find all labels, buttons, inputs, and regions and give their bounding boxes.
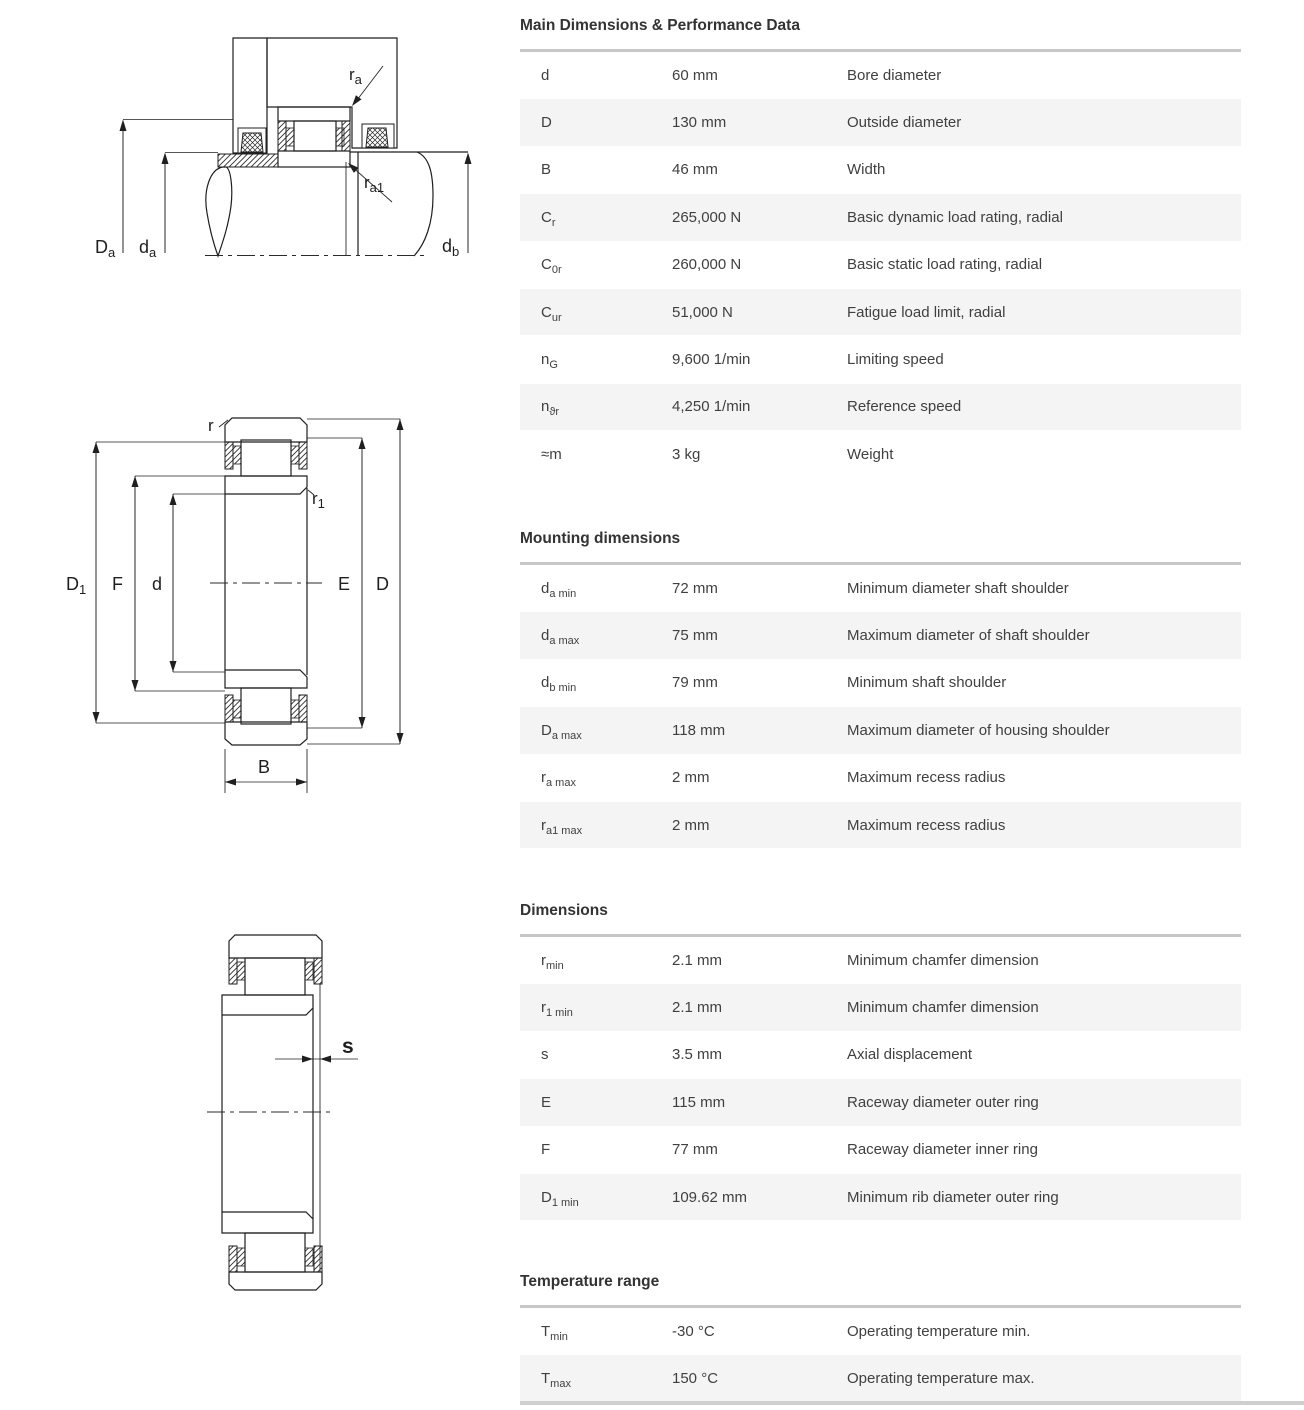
- dim-label-ra1: $r_{a1}$: [364, 173, 385, 195]
- bearing-technical-drawings: [0, 0, 520, 1410]
- table: [520, 52, 1241, 479]
- symbol-cell: $r_{min}$: [541, 951, 564, 972]
- section-mounting-dimensions: [520, 529, 1241, 849]
- dim-label-B: B: [258, 757, 271, 777]
- symbol-cell: $C_r$: [541, 208, 556, 229]
- table-row: [520, 984, 1241, 1031]
- value-cell: 79 mm: [672, 674, 718, 692]
- symbol-cell: $C_{0r}$: [541, 256, 562, 277]
- mounting-drawing: [95, 38, 472, 260]
- value-cell: 2 mm: [672, 816, 710, 834]
- description-cell: Outside diameter: [847, 114, 962, 132]
- value-cell: 4,250 1/min: [672, 398, 751, 416]
- description-cell: Maximum recess radius: [847, 769, 1006, 787]
- description-cell: Minimum diameter shaft shoulder: [847, 579, 1069, 597]
- table: [520, 937, 1241, 1221]
- table: [520, 565, 1241, 849]
- symbol-cell: $T_{max}$: [541, 1370, 571, 1391]
- symbol-cell: $r_{a max}$: [541, 769, 576, 790]
- value-cell: 51,000 N: [672, 303, 733, 321]
- description-cell: Maximum diameter of shaft shoulder: [847, 627, 1090, 645]
- description-cell: Basic dynamic load rating, radial: [847, 208, 1063, 226]
- value-cell: 75 mm: [672, 627, 718, 645]
- value-cell: 2.1 mm: [672, 951, 723, 969]
- value-cell: 150 °C: [672, 1370, 719, 1388]
- seal-left: [241, 133, 263, 152]
- dim-label-E: E: [338, 574, 351, 594]
- dim-label-D: D: [376, 574, 389, 594]
- symbol-cell: $D_{a max}$: [541, 721, 582, 742]
- table-row: [520, 1127, 1241, 1174]
- description-cell: Basic static load rating, radial: [847, 256, 1043, 274]
- symbol-cell: $T_{min}$: [541, 1322, 568, 1343]
- table-row: [520, 194, 1241, 241]
- table-row: [520, 660, 1241, 707]
- description-cell: Maximum recess radius: [847, 816, 1006, 834]
- description-cell: Minimum shaft shoulder: [847, 674, 1007, 692]
- cross-section-drawing: [66, 416, 404, 793]
- value-cell: 3 kg: [672, 445, 701, 463]
- symbol-cell: B: [541, 161, 552, 179]
- symbol-cell: $D_{1 min}$: [541, 1188, 579, 1209]
- value-cell: 3.5 mm: [672, 1046, 723, 1064]
- dim-label-da: $d_a$: [139, 237, 157, 260]
- section-dimensions: [520, 901, 1241, 1221]
- description-cell: Operating temperature max.: [847, 1370, 1035, 1388]
- dim-label-r1: $r_1$: [312, 489, 325, 511]
- description-cell: Bore diameter: [847, 66, 942, 84]
- table-row: [520, 755, 1241, 802]
- section-title: Main Dimensions & Performance Data: [520, 17, 800, 34]
- symbol-cell: $n_{ϑr}$: [541, 398, 560, 419]
- value-cell: 130 mm: [672, 114, 727, 132]
- table-row: [520, 1355, 1241, 1402]
- value-cell: 60 mm: [672, 66, 718, 84]
- description-cell: Weight: [847, 445, 894, 463]
- description-cell: Raceway diameter inner ring: [847, 1141, 1038, 1159]
- value-cell: 109.62 mm: [672, 1188, 748, 1206]
- section-main-dimensions: [520, 16, 1241, 479]
- symbol-cell: $r_{a1 max}$: [541, 816, 583, 837]
- value-cell: 72 mm: [672, 579, 718, 597]
- dim-label-r: r: [208, 416, 214, 435]
- description-cell: Reference speed: [847, 398, 962, 416]
- table-row: [520, 937, 1241, 984]
- seal-right: [366, 128, 388, 147]
- value-cell: 2 mm: [672, 769, 710, 787]
- table: [520, 1308, 1241, 1403]
- symbol-cell: $d_{a min}$: [541, 579, 577, 600]
- table-row: [520, 1032, 1241, 1079]
- dim-label-Da: $D_a$: [95, 237, 116, 260]
- dim-label-s: s: [342, 1035, 354, 1058]
- symbol-cell: $C_{ur}$: [541, 303, 562, 324]
- description-cell: Raceway diameter outer ring: [847, 1093, 1039, 1111]
- symbol-cell: s: [541, 1046, 549, 1064]
- description-cell: Minimum chamfer dimension: [847, 951, 1039, 969]
- value-cell: 118 mm: [672, 721, 726, 739]
- symbol-cell: D: [541, 114, 552, 132]
- symbol-cell: $n_G$: [541, 351, 558, 372]
- table-row: [520, 242, 1241, 289]
- page-bottom-divider: [520, 1401, 1304, 1405]
- section-temperature-range: [520, 1272, 1241, 1403]
- table-row: [520, 612, 1241, 659]
- roller: [241, 440, 291, 476]
- value-cell: 265,000 N: [672, 208, 742, 226]
- value-cell: 77 mm: [672, 1141, 718, 1159]
- symbol-cell: E: [541, 1093, 552, 1111]
- description-cell: Limiting speed: [847, 351, 944, 369]
- section-title: Temperature range: [520, 1273, 660, 1290]
- symbol-cell: $r_{1 min}$: [541, 999, 573, 1020]
- value-cell: 260,000 N: [672, 256, 742, 274]
- roller: [294, 121, 336, 151]
- value-cell: 46 mm: [672, 161, 718, 179]
- table-row: [520, 1174, 1241, 1221]
- table-row: [520, 147, 1241, 194]
- dim-label-db: $d_b$: [442, 236, 460, 259]
- section-title: Dimensions: [520, 902, 608, 919]
- table-row: [520, 99, 1241, 146]
- symbol-cell: $d_{b min}$: [541, 674, 577, 695]
- symbol-cell: F: [541, 1141, 551, 1159]
- table-row: [520, 431, 1241, 478]
- dim-label-d: d: [152, 574, 163, 594]
- description-cell: Minimum chamfer dimension: [847, 999, 1039, 1017]
- dim-label-ra: $r_a$: [349, 65, 362, 87]
- table-row: [520, 384, 1241, 431]
- symbol-cell: $d_{a max}$: [541, 627, 580, 648]
- description-cell: Operating temperature min.: [847, 1322, 1031, 1340]
- dim-label-F: F: [112, 574, 123, 594]
- description-cell: Minimum rib diameter outer ring: [847, 1188, 1059, 1206]
- table-row: [520, 289, 1241, 336]
- value-cell: -30 °C: [672, 1322, 715, 1340]
- table-row: [520, 802, 1241, 849]
- table-row: [520, 1308, 1241, 1355]
- table-row: [520, 1079, 1241, 1126]
- table-row: [520, 336, 1241, 383]
- description-cell: Width: [847, 161, 886, 179]
- symbol-cell: d: [541, 66, 550, 84]
- axial-displacement-drawing: [207, 935, 358, 1290]
- table-row: [520, 707, 1241, 754]
- dim-label-D1: $D_1$: [66, 574, 87, 597]
- description-cell: Axial displacement: [847, 1046, 973, 1064]
- symbol-cell: ≈m: [541, 445, 562, 463]
- table-row: [520, 565, 1241, 612]
- description-cell: Fatigue load limit, radial: [847, 303, 1006, 321]
- section-title: Mounting dimensions: [520, 530, 681, 547]
- value-cell: 2.1 mm: [672, 999, 723, 1017]
- shaft-shoulder: [206, 167, 232, 256]
- value-cell: 9,600 1/min: [672, 351, 751, 369]
- table-row: [520, 52, 1241, 99]
- description-cell: Maximum diameter of housing shoulder: [847, 721, 1110, 739]
- value-cell: 115 mm: [672, 1093, 726, 1111]
